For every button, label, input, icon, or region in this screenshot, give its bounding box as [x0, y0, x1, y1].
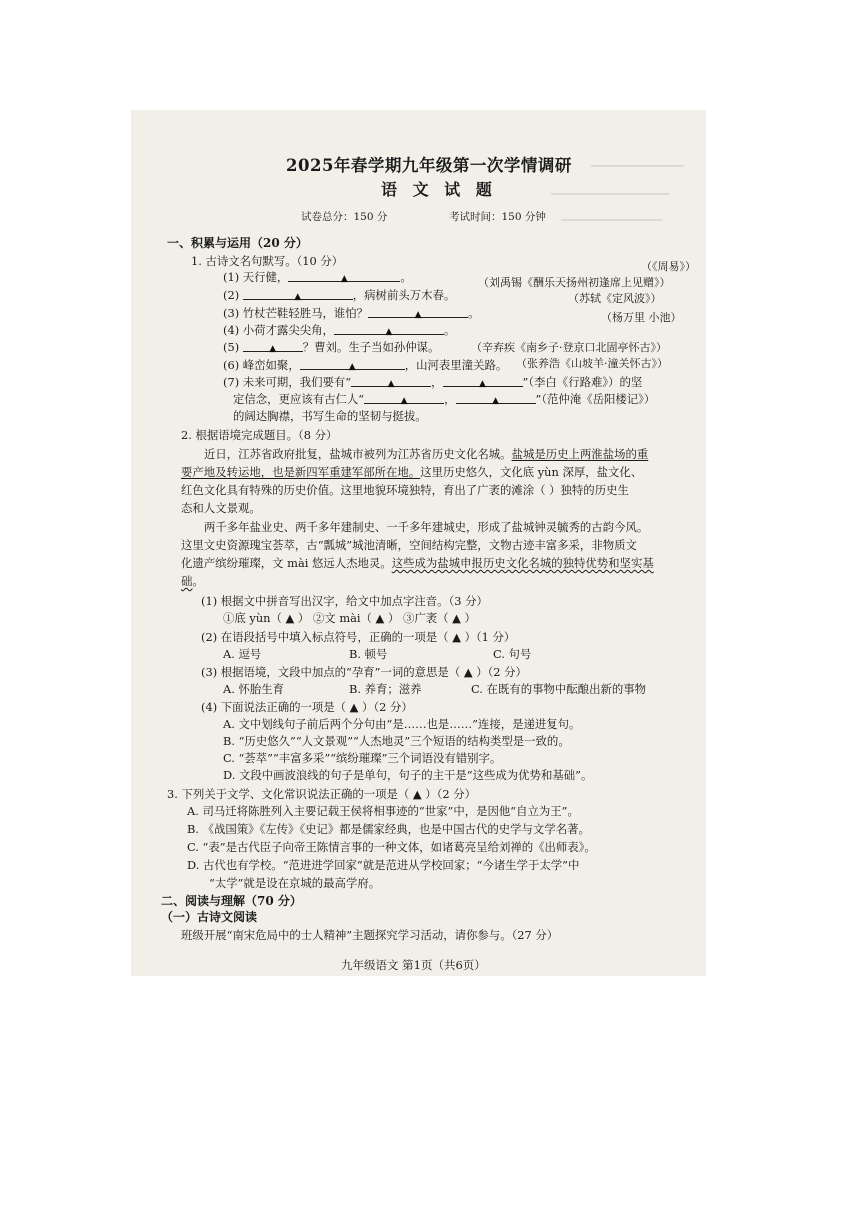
option-a: A. 逗号 — [223, 647, 262, 661]
total-score: 试卷总分：150 分 — [301, 211, 388, 223]
passage-line: 近日，江苏省政府批复，盐城市被列为江苏省历史文化名城。盐城是历史上两淮盐场的重 — [204, 447, 649, 461]
dictation-line: (3) 竹杖芒鞋轻胜马，谁怕？ ▲ 。 — [223, 306, 480, 320]
option-a: A. 司马迁将陈胜列入主要记载王侯将相事迹的“世家”中，是因他“自立为王”。 — [187, 804, 579, 818]
option-b: B. 《战国策》《左传》《史记》都是儒家经典，也是中国古代的史学与文学名著。 — [187, 822, 590, 836]
source-citation: （辛弃疾《南乡子·登京口北固亭怀古》） — [471, 341, 667, 354]
option-c: C. 在既有的事物中酝酿出新的事物 — [471, 682, 647, 696]
page-footer: 九年级语文 第1页（共6页） — [341, 958, 486, 972]
source-citation: （苏轼《定风波》） — [568, 292, 662, 305]
sub-question-stem: (3) 根据语境，文段中加点的“孕育”一词的意思是（ ▲ ）（2 分） — [201, 665, 527, 679]
option-d: D. 古代也有学校。“范进进学回家”就是范进从学校回家；“今诸生学于太学”中 — [187, 858, 580, 872]
exam-paper — [131, 110, 706, 976]
passage-line: 化遗产缤纷璀璨，文 mài 悠远人杰地灵。这些成为盐城申报历史文化名城的独特优势和坚实基 — [181, 556, 654, 570]
dictation-line: (4) 小荷才露尖尖角， ▲ 。 — [223, 323, 456, 337]
option-d-continued: “太学”就是设在京城的最高学府。 — [209, 876, 381, 890]
passage-line: 要产地及转运地，也是新四军重建军部所在地。这里历史悠久，文化底 yùn 深厚，盐文化、 — [181, 465, 643, 479]
option-d: D. 文段中画波浪线的句子是单句，句子的主干是“这些成为优势和基础”。 — [223, 768, 593, 782]
sub-section-heading: （一）古诗文阅读 — [161, 910, 258, 924]
exam-subtitle: 语 文 试 题 — [381, 180, 497, 199]
passage-line: 态和人文景观。 — [181, 501, 261, 515]
option-a: A. 怀胎生育 — [223, 682, 285, 696]
dictation-line: 的阔达胸襟，书写生命的坚韧与挺拔。 — [233, 409, 427, 423]
option-b: B. 顿号 — [349, 647, 388, 661]
bleed-through-text: ▁▁▁▁▁▁▁▁▁▁▁▁▁▁ — [551, 182, 670, 195]
option-c: C. “荟萃”“丰富多采”“缤纷璀璨”三个词语没有错别字。 — [223, 751, 502, 765]
passage-line: 础。 — [181, 574, 204, 588]
answer-options: ①底 yùn（ ▲ ） ②文 mài（ ▲ ） ③广袤（ ▲ ） — [223, 611, 476, 625]
source-citation: （刘禹锡《酬乐天扬州初逢席上见赠》） — [478, 276, 671, 289]
section-heading: 二、阅读与理解（70 分） — [161, 894, 302, 908]
dictation-line: (5) ▲ ？曹刘。生子当如孙仲谋。 — [223, 340, 440, 354]
bleed-through-text: ▁▁▁▁▁▁▁▁▁▁▁ — [591, 154, 685, 167]
option-c: C. “表”是古代臣子向帝王陈情言事的一种文体，如诸葛亮呈给刘禅的《出师表》。 — [187, 840, 596, 854]
question-stem: 1. 古诗文名句默写。（10 分） — [191, 254, 344, 268]
exam-title: 2025年春学期九年级第一次学情调研 — [286, 156, 572, 175]
dictation-line: 定信念，更应该有古仁人“ ▲ ， ▲ ”（范仲淹《岳阳楼记》） — [233, 392, 656, 406]
dictation-line: (2) ▲ ，病树前头万木春。 — [223, 288, 456, 302]
sub-question-stem: (2) 在语段括号中填入标点符号，正确的一项是（ ▲ ）（1 分） — [201, 630, 516, 644]
passage-line: 两千多年盐业史、两千多年建制史、一千多年建城史，形成了盐城钟灵毓秀的古韵今风。 — [204, 520, 649, 534]
source-citation: （张养浩《山坡羊·潼关怀古》） — [516, 357, 668, 370]
option-c: C. 句号 — [493, 647, 532, 661]
source-citation: （《周易》） — [641, 260, 696, 273]
section-heading: 一、积累与运用（20 分） — [167, 236, 308, 250]
exam-time: 考试时间：150 分钟 — [449, 211, 546, 223]
bleed-through-text: ▁▁▁▁▁▁▁▁▁▁▁▁ — [561, 208, 663, 221]
passage-line: 红色文化具有特殊的历史价值。这里地貌环境独特，育出了广袤的滩涂（ ）独特的历史生 — [181, 483, 629, 497]
passage-line: 这里文史资源瑰宝荟萃，古“瓢城”城池清晰，空间结构完整，文物古迹丰富多采，非物质文 — [181, 538, 637, 552]
option-a: A. 文中划线句子前后两个分句由“是……也是……”连接，是递进复句。 — [223, 717, 581, 731]
option-b: B. 养育；滋养 — [349, 682, 422, 696]
dictation-line: (1) 天行健， ▲ 。 — [223, 270, 412, 284]
question-stem: 3. 下列关于文学、文化常识说法正确的一项是（ ▲ ）（2 分） — [167, 787, 477, 801]
option-b: B. “历史悠久”“人文景观”“人杰地灵”三个短语的结构类型是一致的。 — [223, 734, 570, 748]
dictation-line: (6) 峰峦如聚， ▲ ，山河表里潼关路。 — [223, 358, 508, 372]
sub-question-stem: (1) 根据文中拼音写出汉字，给文中加点字注音。（3 分） — [201, 594, 488, 608]
sub-question-stem: (4) 下面说法正确的一项是（ ▲ ）（2 分） — [201, 700, 413, 714]
activity-intro: 班级开展“南宋危局中的士人精神”主题探究学习活动，请你参与。（27 分） — [181, 928, 559, 942]
source-citation: （杨万里 小池） — [601, 311, 682, 324]
dictation-line: (7) 未来可期，我们要有“ ▲ ， ▲ ”（李白《行路难》）的坚 — [223, 375, 643, 389]
question-stem: 2. 根据语境完成题目。（8 分） — [181, 428, 338, 442]
